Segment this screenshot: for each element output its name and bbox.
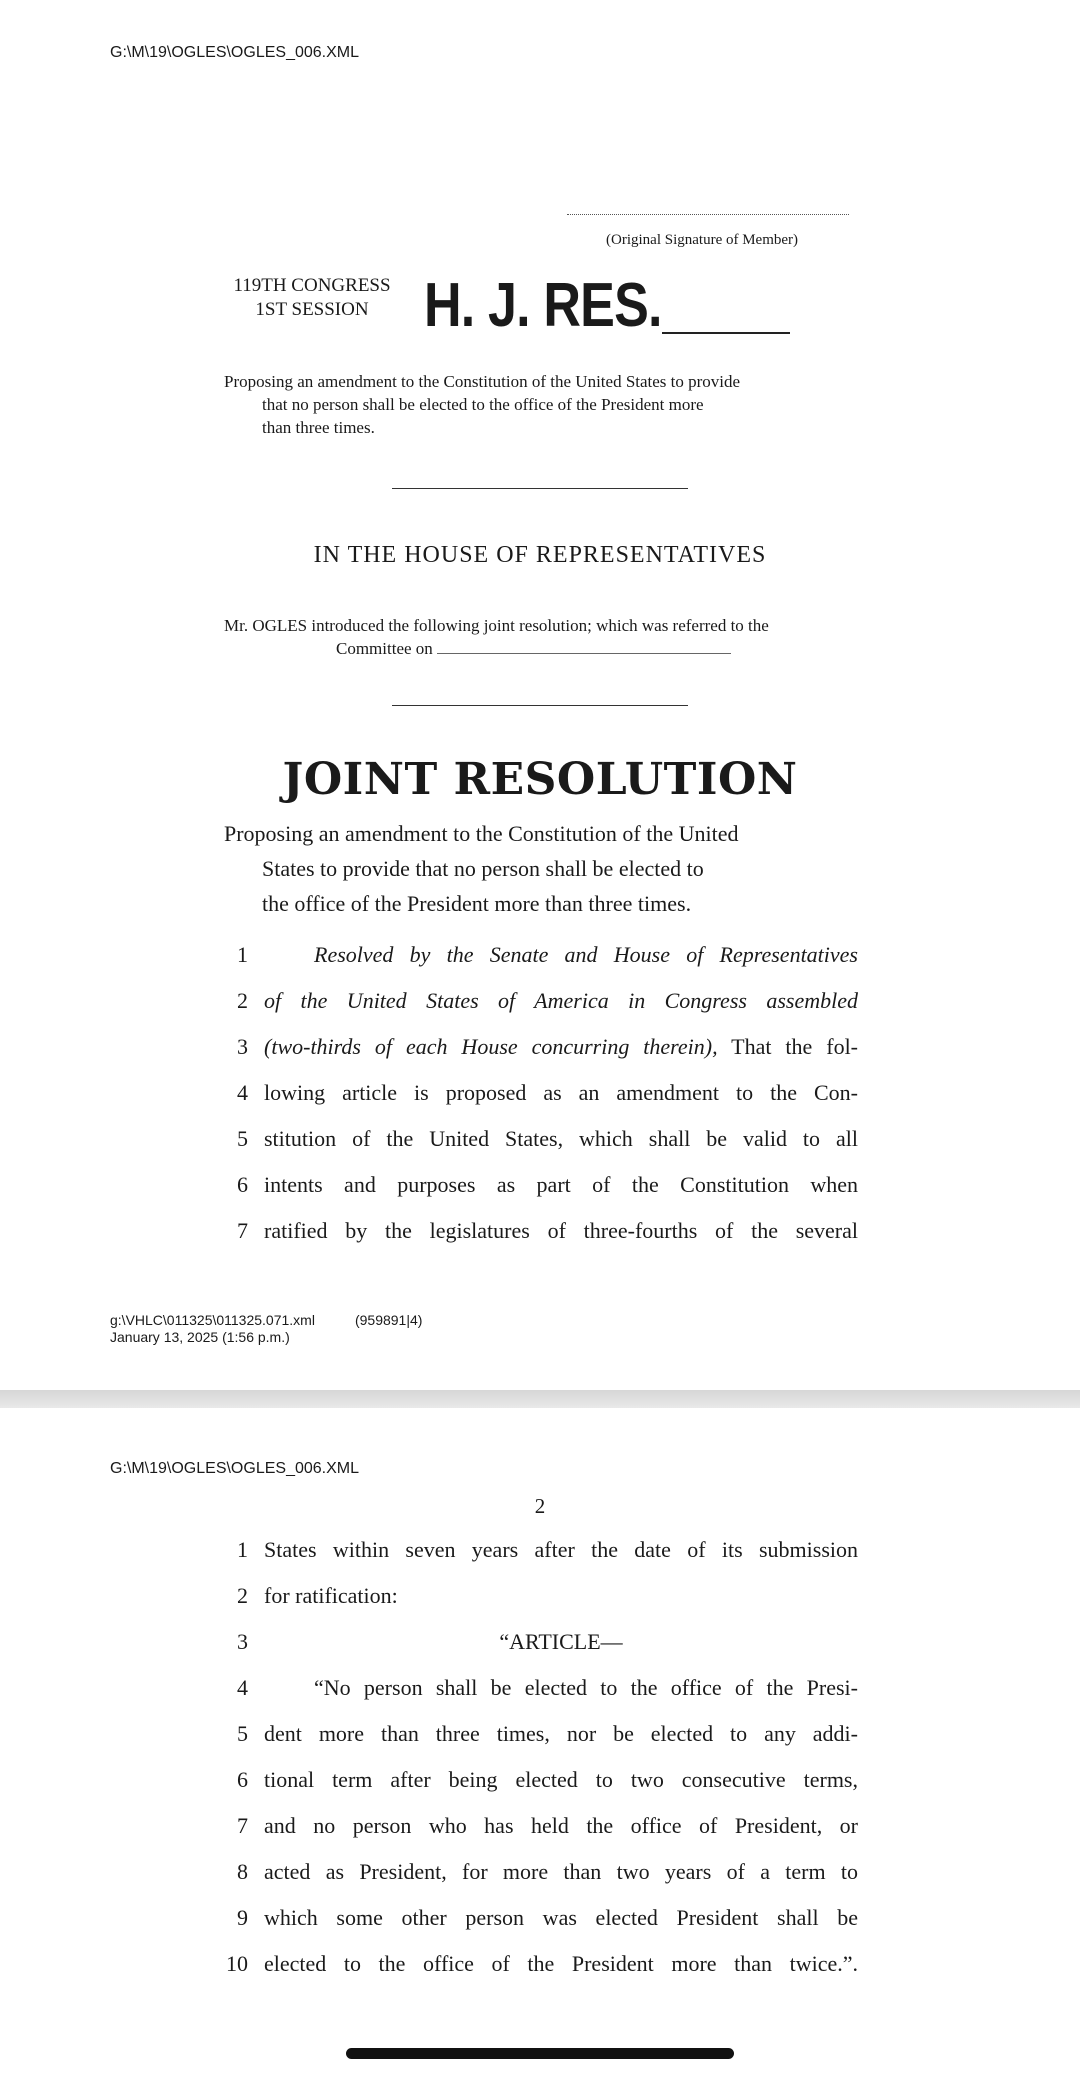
line-number: 2	[237, 988, 248, 1013]
line-text: of the United States of America in Congress assembled	[264, 988, 858, 1013]
footer-code: (959891|4)	[354, 1312, 423, 1328]
numbered-line	[224, 938, 858, 972]
page-number: 2	[534, 1494, 546, 1518]
footer-date: January 13, 2025 (1:56 p.m.)	[110, 1329, 290, 1345]
line-text: for ratification:	[264, 1583, 398, 1608]
line-text	[264, 1030, 858, 1064]
numbered-line	[224, 1625, 858, 1659]
line-number: 3	[237, 1034, 248, 1059]
line-text: stitution of the United States, which shall be valid to all	[264, 1126, 858, 1151]
line-number: 1	[237, 942, 248, 967]
committee-line	[224, 637, 858, 660]
file-path: G:\M\19\OGLES\OGLES_006.XML	[110, 1460, 359, 1477]
congress-label: 119TH CONGRESS	[233, 275, 391, 296]
numbered-line	[224, 1533, 858, 1567]
numbered-line	[224, 1168, 858, 1202]
line-number: 8	[237, 1859, 248, 1884]
line-number: 5	[237, 1126, 248, 1151]
page-footer	[110, 1312, 422, 1346]
line-number: 7	[237, 1813, 248, 1838]
line-text: elected to the office of the President more than twice.”.	[264, 1951, 858, 1976]
line-text: tional term after being elected to two consecutive terms,	[264, 1767, 858, 1792]
summary-line: Proposing an amendment to the Constitution of the United States to provide	[224, 372, 741, 391]
line-text: dent more than three times, nor be elected to any addi-	[264, 1721, 858, 1746]
line-italic-text: (two-thirds of each House concurring therein),	[264, 1034, 718, 1059]
line-roman-text: That the fol-	[717, 1034, 859, 1059]
numbered-line	[224, 1763, 858, 1797]
line-number: 1	[237, 1537, 248, 1562]
line-number: 2	[237, 1583, 248, 1608]
line-text: which some other person was elected President shall be	[264, 1905, 858, 1930]
numbered-line	[224, 1214, 858, 1248]
numbered-line	[224, 1671, 858, 1705]
line-text: intents and purposes as part of the Constitution when	[264, 1172, 858, 1197]
footer-path: g:\VHLC\011325\011325.071.xml	[110, 1312, 315, 1328]
line-number: 5	[237, 1721, 248, 1746]
line-text: Resolved by the Senate and House of Representatives	[314, 942, 858, 967]
numbered-line	[224, 1809, 858, 1843]
numbered-line	[224, 1947, 858, 1981]
introduction-line: Mr. OGLES introduced the following joint resolution; which was referred to the	[224, 616, 769, 635]
chamber-heading: IN THE HOUSE OF REPRESENTATIVES	[313, 542, 767, 568]
line-number: 10	[226, 1951, 248, 1976]
introduction-text	[224, 614, 858, 660]
numbered-line	[224, 1901, 858, 1935]
congress-session-block	[224, 274, 400, 322]
document-title: JOINT RESOLUTION	[282, 754, 798, 805]
line-text: States within seven years after the date of its submission	[264, 1537, 858, 1562]
summary-text	[224, 370, 858, 439]
bill-number-blank	[662, 332, 790, 334]
line-number: 4	[237, 1675, 248, 1700]
divider	[392, 705, 688, 706]
line-text: lowing article is proposed as an amendment to the Con-	[264, 1080, 858, 1105]
line-text: “No person shall be elected to the office of the Presi-	[314, 1675, 858, 1700]
line-number: 6	[237, 1767, 248, 1792]
signature-caption: (Original Signature of Member)	[606, 232, 799, 248]
line-number: 4	[237, 1080, 248, 1105]
summary-line: that no person shall be elected to the office of the President more	[262, 395, 704, 414]
numbered-line	[224, 1030, 858, 1064]
committee-blank	[437, 639, 731, 654]
numbered-line	[224, 984, 858, 1018]
numbered-line	[224, 1122, 858, 1156]
divider	[392, 488, 688, 489]
numbered-line	[224, 1855, 858, 1889]
session-label: 1ST SESSION	[255, 299, 369, 320]
line-number: 6	[237, 1172, 248, 1197]
purpose-line: Proposing an amendment to the Constitution of the United	[224, 821, 739, 846]
purpose-line: the office of the President more than three times.	[262, 891, 692, 916]
numbered-line	[224, 1579, 858, 1613]
line-text: acted as President, for more than two years of a term to	[264, 1859, 858, 1884]
committee-label: Committee on	[336, 639, 433, 658]
page-separator	[0, 1390, 1080, 1408]
line-number: 3	[237, 1629, 248, 1654]
purpose-line: States to provide that no person shall be elected to	[262, 856, 704, 881]
home-indicator[interactable]	[346, 2048, 734, 2059]
line-text: and no person who has held the office of President, or	[264, 1813, 858, 1838]
line-number: 9	[237, 1905, 248, 1930]
line-number: 7	[237, 1218, 248, 1243]
file-path: G:\M\19\OGLES\OGLES_006.XML	[110, 44, 359, 61]
summary-line: than three times.	[262, 418, 375, 437]
purpose-text	[224, 816, 858, 921]
bill-type-heading: H. J. RES.	[424, 271, 662, 340]
numbered-line	[224, 1717, 858, 1751]
numbered-line	[224, 1076, 858, 1110]
signature-line	[567, 214, 849, 215]
article-heading: “ARTICLE—	[499, 1629, 623, 1654]
line-text: ratified by the legislatures of three-fourths of the several	[264, 1218, 858, 1243]
